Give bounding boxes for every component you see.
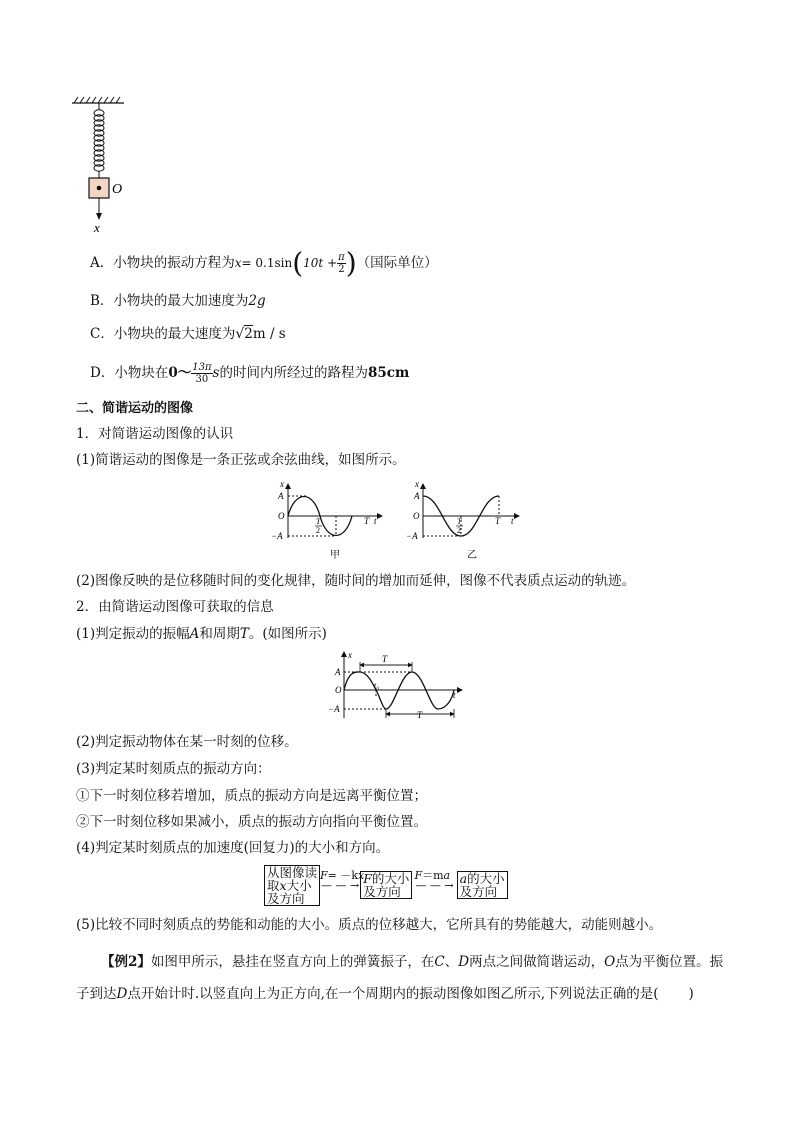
paragraph-2: (2)图像反映的是位移随时间的变化规律，随时间的增加而延伸，图像不代表质点运动的轨迹。 <box>76 573 636 589</box>
svg-text:−A: −A <box>271 531 283 541</box>
svg-text:x: x <box>348 650 352 660</box>
label-jia: 甲 <box>330 550 340 561</box>
paragraph-5: (3)判定某时刻质点的振动方向： <box>76 761 271 777</box>
svg-text:O: O <box>278 511 285 521</box>
option-a: A．小物块的振动方程为x= 0.1sin(10t + $\frac{\pi}{2}$ )（国际单位） <box>90 246 438 280</box>
paragraph-6: (4)判定某时刻质点的加速度(回复力)的大小和方向。 <box>76 840 390 856</box>
svg-text:T: T <box>382 654 388 664</box>
flow-arrow-2: F＝ma — — → <box>414 868 454 892</box>
svg-text:T: T <box>417 710 423 720</box>
point-o-label: O <box>112 182 123 197</box>
flow-box-3: a的大小 及方向 <box>457 871 508 899</box>
flow-arrow-1: F= －kx — — → <box>320 868 365 892</box>
example-2-line-2: 子到达D点开始计时.以竖直向上为正方向,在一个周期内的振动图像如图乙所示,下列说法正确的是( ) <box>76 986 694 1002</box>
option-b: B．小物块的最大加速度为2g <box>90 293 266 309</box>
svg-text:t: t <box>453 690 456 700</box>
svg-text:2: 2 <box>457 526 461 535</box>
paragraph-3: (1)判定振动的振幅A和周期T。(如图所示) <box>76 626 327 642</box>
paragraph-5-2: ②下一时刻位移如果减小，质点的振动方向指向平衡位置。 <box>76 814 427 830</box>
subheading-1: 1．对简谐运动图像的认识 <box>76 426 234 442</box>
svg-text:T: T <box>457 517 462 526</box>
svg-text:A: A <box>414 491 420 501</box>
graph-jia <box>268 478 388 563</box>
section-heading: 二、简谐运动的图像 <box>76 401 194 416</box>
flow-box-2: F的大小 及方向 <box>360 871 412 899</box>
svg-text:T: T <box>316 517 321 526</box>
label-yi: 乙 <box>467 550 477 561</box>
svg-text:t₀: t₀ <box>374 681 380 690</box>
example-2-line-1: 【例2】如图甲所示，悬挂在竖直方向上的弹簧振子，在C、D两点之间做简谐运动，O点为平衡位置。振 <box>101 954 724 970</box>
svg-text:x: x <box>415 479 419 489</box>
svg-text:−A: −A <box>328 704 340 714</box>
svg-text:O: O <box>335 685 342 695</box>
subheading-2: 2．由简谐运动图像可获取的信息 <box>76 599 274 615</box>
svg-text:−A: −A <box>406 531 418 541</box>
svg-text:t: t <box>374 516 377 526</box>
svg-text:O: O <box>413 511 420 521</box>
svg-text:T: T <box>495 516 501 526</box>
flow-diagram <box>264 866 508 904</box>
spring-block-figure <box>66 96 146 236</box>
spring-coil <box>94 103 104 178</box>
graph-period-amplitude <box>328 648 468 720</box>
x-axis-label: x <box>94 220 100 235</box>
svg-text:2: 2 <box>316 526 320 535</box>
option-d: D．小物块在0～ $\frac{13\pi}{30}$ s的时间内所经过的路程为85cm <box>90 362 410 385</box>
svg-text:t: t <box>511 516 514 526</box>
svg-text:T: T <box>364 516 370 526</box>
svg-text:x: x <box>280 479 284 489</box>
svg-text:A: A <box>278 491 284 501</box>
paragraph-4: (2)判定振动物体在某一时刻的位移。 <box>76 734 298 750</box>
paragraph-1: (1)简谐运动的图像是一条正弦或余弦曲线，如图所示。 <box>76 452 406 468</box>
paragraph-7: (5)比较不同时刻质点的势能和动能的大小。质点的位移越大，它所具有的势能越大，动能则越小。 <box>76 917 663 933</box>
option-c: C．小物块的最大速度为√2m / s <box>90 326 286 342</box>
graph-yi <box>405 478 525 563</box>
paragraph-5-1: ①下一时刻位移若增加，质点的振动方向是远离平衡位置； <box>76 788 427 804</box>
flow-box-1: 从图像读 取x大小 及方向 <box>264 865 320 906</box>
svg-text:A: A <box>335 667 341 677</box>
